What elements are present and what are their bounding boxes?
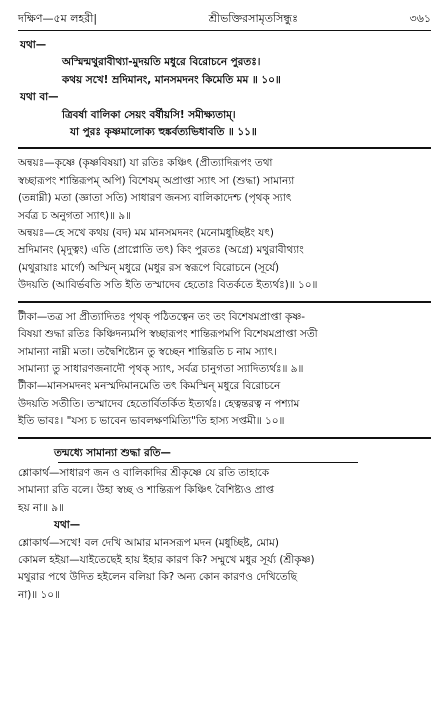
tika-line: সামান্যা তু সাধারণজনাদৌ পৃথক্ স্যাৎ, সর্বত্র চানুগতা স্যাদিত্যর্থঃ॥ ৯॥ bbox=[18, 362, 304, 375]
section-divider bbox=[18, 437, 431, 439]
verse-label: যথা— bbox=[54, 519, 81, 532]
tika-line: টীকা—তত্র সা প্রীত্যাদিতঃ পৃথক্ পঠিতত্বেন তং তং বিশেষমপ্রাপ্তা কৃষ্ণ- bbox=[18, 310, 306, 323]
verse-line: অস্মিন্মথুরাবীথ্যা-মুদয়তি মধুরে বিরোচনে পুরতঃ। bbox=[62, 56, 261, 69]
translation-line: না)॥ ১০॥ bbox=[18, 588, 60, 601]
anvaya-block bbox=[18, 155, 431, 294]
verse-block bbox=[18, 37, 431, 141]
anvaya-line: অন্বয়ঃ—কৃষ্ণে (কৃষ্ণবিষয়া) যা রতিঃ কঞ্চিৎ (প্রীত্যাদিরূপং তথা bbox=[18, 157, 273, 170]
tika-block bbox=[18, 309, 431, 431]
tika-line: বিষয়া শুদ্ধা রতিঃ কিঞ্চিদন্যমপি স্বচ্ছারূপং শান্তিরূপমপি বিশেষমপ্রাপ্তা সতী bbox=[18, 328, 318, 341]
heading-underline bbox=[58, 462, 358, 463]
anvaya-line: (তন্নাম্নী) মতা (জ্ঞাতা সতি) সাধারণ জনস্য বালিকাদেশ্চ (পৃথক্ স্যাৎ bbox=[18, 192, 292, 205]
tika-line: ইতি ভাবঃ। "যস্য চ ভাবেন ভাবলক্ষণমিত্যি"তি হাস্য সপ্তমী॥ ১০॥ bbox=[18, 415, 285, 428]
book-title: শ্রীভক্তিরসামৃতসিন্ধুঃ bbox=[208, 12, 298, 25]
chapter-label: দক্ষিণ—৫ম লহরী| bbox=[18, 12, 98, 25]
anvaya-line: সর্বত্র চ অনুগতা স্যাৎ)॥ ৯॥ bbox=[18, 209, 131, 222]
verse-label: যথা বা— bbox=[20, 91, 59, 104]
anvaya-line: স্বচ্ছারূপং শান্তিরূপম্ অপি) বিশেষম্ অপ্রাপ্তা স্যাৎ সা (শুদ্ধা) সামান্যা bbox=[18, 174, 295, 187]
translation-line: মথুরার পথে উদিত হইলেন বলিয়া কি? অন্য কোন কারণও দেখিতেছি bbox=[18, 571, 297, 584]
anvaya-line: উদয়তি (আবির্ভবতি সতি ইতি তস্মাদেব হেতোঃ বিতর্কতে ইত্যর্থঃ)॥ ১০॥ bbox=[18, 279, 318, 292]
section-heading: তন্মধ্যে সামান্যা শুদ্ধা রতি— bbox=[54, 446, 171, 459]
translation-block bbox=[18, 445, 431, 605]
translation-line: হয় না॥ ৯॥ bbox=[18, 501, 64, 514]
verse-line: যা পুরঃ কৃষ্ণমালোক্য হুঙ্কর্বত্যভিধাবতি ॥ ১১॥ bbox=[70, 126, 257, 139]
verse-line: ত্রিবর্ষা বালিকা সেয়ং বর্ষীয়সি! সমীক্ষ্যতাম্। bbox=[62, 108, 236, 121]
header-rule bbox=[18, 30, 431, 31]
verse-label: যথা— bbox=[20, 39, 47, 51]
translation-line: কোমল হইয়া—যাইতেছেই হায় ইহার কারণ কি? সম্মুখে মধুর সূর্য্য (শ্রীকৃষ্ণ) bbox=[18, 553, 315, 566]
anvaya-line: (মথুরায়াঃ মার্গে) অস্মিন্ মধুরে (মধুর রস স্বরূপে বিরোচনে (সূর্যে) bbox=[18, 261, 280, 274]
translation-line: শ্লোকার্থ—সখে! বল দেখি আমার মানসরূপ মদন (মধুচ্ছিষ্ট, মোম) bbox=[18, 536, 279, 549]
anvaya-line: ম্রদিমানং (মৃদুত্বং) এতি (প্রাপ্নোতি তৎ) কিং পুরতঃ (অগ্রে) মথুরাবীথ্যাং bbox=[18, 244, 304, 257]
translation-line: সামান্যা রতি বলে। উহা স্বচ্ছ ও শান্তিরূপ কিঞ্চিৎ বৈশিষ্ট্যও প্রাপ্ত bbox=[18, 484, 274, 497]
anvaya-line: অন্বয়ঃ—হে সখে কথয় (বদ) মম মানসমদনং (মনোমধুচ্ছিষ্টং যৎ) bbox=[18, 227, 274, 240]
section-divider bbox=[18, 301, 431, 303]
page-number: ৩৬১ bbox=[409, 12, 431, 25]
section-divider bbox=[18, 147, 431, 149]
verse-line: কথয় সখে! ম্রদিমানং, মানসমদনং কিমেতি মম ॥ ১০॥ bbox=[62, 73, 281, 86]
page-header bbox=[18, 10, 431, 28]
tika-line: সামান্যা নাম্নী মতা। তদ্বৈশিষ্ট্যেন তু স্বচ্ছেন শান্তিরতি চ নাম স্যাৎ। bbox=[18, 345, 277, 358]
translation-line: শ্লোকার্থ—সাধারণ জন ও বালিকাদির শ্রীকৃষ্ণে যে রতি তাহাকে bbox=[18, 466, 270, 479]
tika-line: উদয়তি সতীতি। তস্মাদেব হেতোর্বিতর্কিত ইত্যর্থঃ। হেত্বন্তরত্ব ন পশ্যাম bbox=[18, 397, 300, 410]
tika-line: টীকা—মানসমদনং মনস্মদিমানমেতি তৎ কিমস্মিন্ মধুরে বিরোচনে bbox=[18, 380, 281, 393]
